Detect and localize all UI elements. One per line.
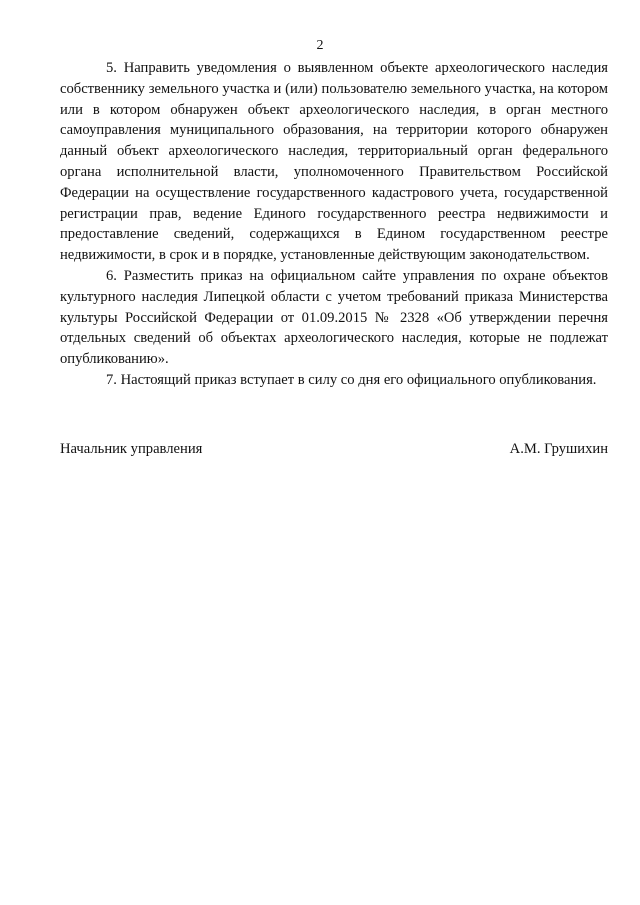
document-body: [60, 58, 608, 391]
paragraph-item-7: 7. Настоящий приказ вступает в силу со дня его официального опубликования.: [106, 371, 597, 388]
paragraph-item-6: 6. Разместить приказ на официальном сайте управления по охране объектов культурного наследия Липецкой области с учетом требований приказа Министерства культуры Российской Федерации от 01.09.2015 № 2328 «Об утверждении перечня отдельных сведений об объектах археологического наследия, которые не подлежат опубликованию».: [60, 267, 608, 368]
paragraph-item-5: 5. Направить уведомления о выявленном объекте археологического наследия собственнику земельного участка и (или) пользователю земельного участка, на котором или в котором обнаружен объект археологического наследия, в орган местного самоуправления муниципального образования, на территории которого обнаружен данный объект археологического наследия, территориальный орган федерального органа исполнительной власти, уполномоченного Правительством Российской Федерации на осуществление государственного кадастрового учета, государственной регистрации прав, ведение Единого государственного реестра недвижимости и предоставление сведений, содержащихся в Едином государственном реестре недвижимости, в срок и в порядке, установленные действующим законодательством.: [60, 60, 608, 264]
signatory-position: Начальник управления: [60, 441, 203, 457]
page-number: 2: [316, 38, 324, 53]
signatory-name: А.М. Грушихин: [509, 441, 608, 457]
signature-block: [60, 439, 608, 460]
